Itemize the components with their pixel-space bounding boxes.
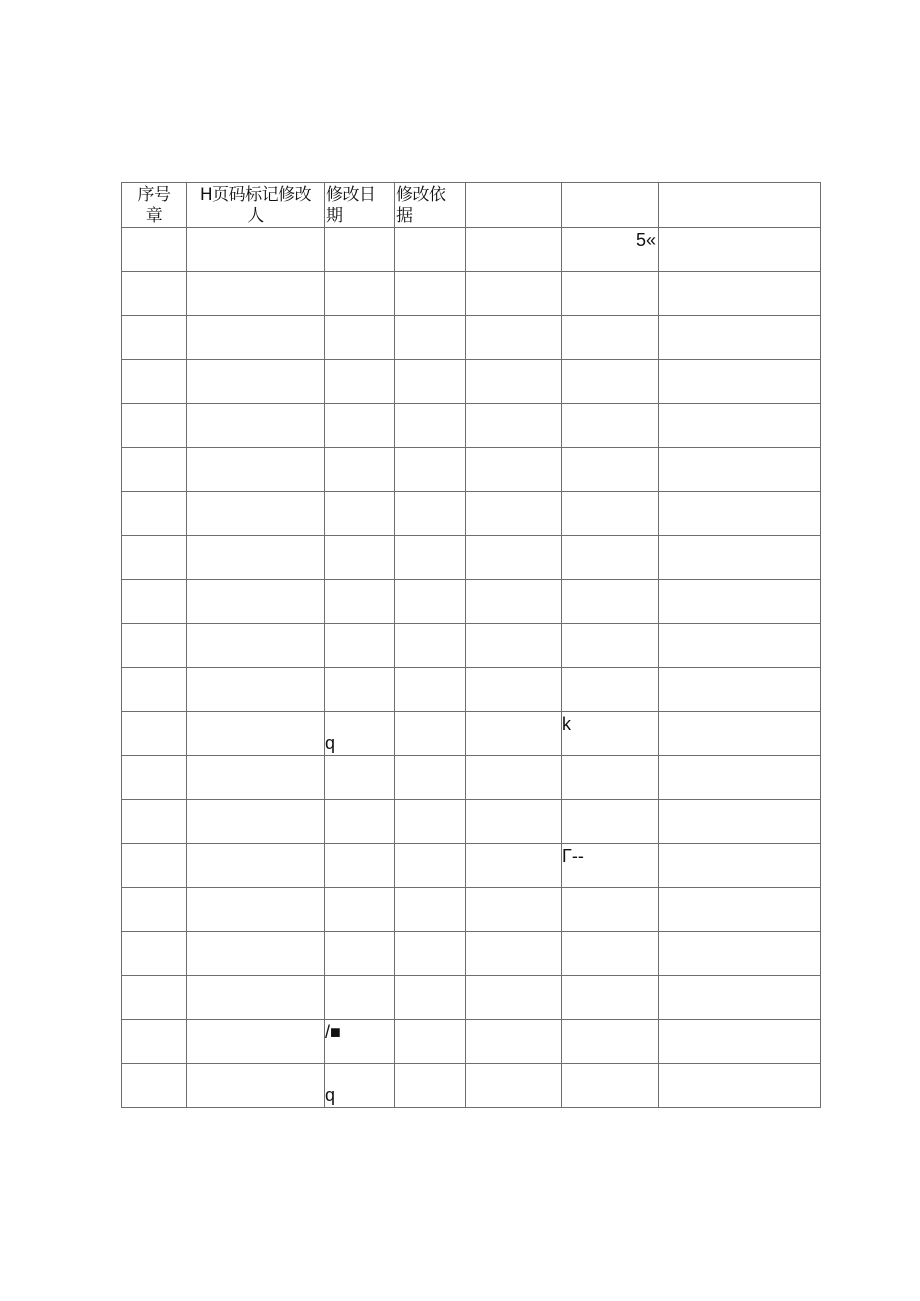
table-cell (325, 580, 395, 624)
table-cell (562, 1020, 659, 1064)
table-cell (122, 932, 187, 976)
table-cell (325, 976, 395, 1020)
table-cell (187, 1064, 325, 1108)
table-cell (395, 580, 466, 624)
table-cell (562, 668, 659, 712)
table-cell (122, 844, 187, 888)
table-cell (659, 1064, 821, 1108)
table-cell (395, 492, 466, 536)
table-row (122, 360, 821, 404)
table-cell (562, 1064, 659, 1108)
table-cell (659, 316, 821, 360)
table-row (122, 272, 821, 316)
table-cell (187, 800, 325, 844)
table-cell (122, 756, 187, 800)
table-row (122, 1020, 821, 1064)
table-cell (187, 316, 325, 360)
table-row (122, 888, 821, 932)
table-cell (466, 844, 562, 888)
table-cell (395, 360, 466, 404)
table-row (122, 976, 821, 1020)
table-cell (395, 448, 466, 492)
table-cell (325, 624, 395, 668)
table-cell (325, 844, 395, 888)
table-cell (395, 888, 466, 932)
header-cell-blank-7 (659, 183, 821, 228)
table-cell (122, 888, 187, 932)
table-cell (466, 668, 562, 712)
table-cell (122, 272, 187, 316)
table-cell (122, 536, 187, 580)
table-cell (395, 712, 466, 756)
table-cell (122, 668, 187, 712)
table-cell (466, 932, 562, 976)
table-cell (325, 492, 395, 536)
table-cell (395, 1064, 466, 1108)
table-cell (562, 448, 659, 492)
table-cell (325, 800, 395, 844)
table-cell (122, 800, 187, 844)
table-cell (325, 448, 395, 492)
table-cell (122, 976, 187, 1020)
table-cell (187, 492, 325, 536)
table-row (122, 492, 821, 536)
cell-mark: k (562, 714, 571, 734)
table-cell (659, 272, 821, 316)
table-cell (466, 888, 562, 932)
table-cell (325, 1020, 395, 1064)
table-cell (187, 404, 325, 448)
table-cell (466, 800, 562, 844)
table-cell (466, 448, 562, 492)
table-cell (395, 228, 466, 272)
table-cell (187, 580, 325, 624)
table-cell (395, 536, 466, 580)
table-cell (466, 712, 562, 756)
table-row (122, 756, 821, 800)
table-cell (466, 756, 562, 800)
header-label: 修改依 据 (396, 185, 446, 226)
table-cell (466, 976, 562, 1020)
table-cell (187, 1020, 325, 1064)
table-cell (659, 1020, 821, 1064)
table-row (122, 228, 821, 272)
table-cell (562, 272, 659, 316)
table-cell (562, 800, 659, 844)
table-cell (659, 404, 821, 448)
table-row (122, 624, 821, 668)
table-cell (122, 404, 187, 448)
table-cell (187, 888, 325, 932)
table-cell (325, 272, 395, 316)
table-cell (325, 712, 395, 756)
table-cell (395, 668, 466, 712)
table-cell (562, 888, 659, 932)
table-cell (659, 888, 821, 932)
table-cell (562, 536, 659, 580)
table-cell (187, 448, 325, 492)
table-cell (187, 668, 325, 712)
table-cell (187, 272, 325, 316)
table-row (122, 448, 821, 492)
table-cell (122, 712, 187, 756)
table-row (122, 580, 821, 624)
table-cell (562, 756, 659, 800)
table-cell (395, 1020, 466, 1064)
table-cell (187, 756, 325, 800)
table-cell (562, 580, 659, 624)
table-cell (466, 1020, 562, 1064)
table-cell (395, 976, 466, 1020)
table-cell (187, 712, 325, 756)
table-cell (659, 580, 821, 624)
table-cell (562, 228, 659, 272)
table-cell (325, 404, 395, 448)
table-cell (562, 976, 659, 1020)
table-body (122, 183, 821, 1108)
table-cell (466, 360, 562, 404)
table-cell (659, 800, 821, 844)
cell-mark: q (325, 1085, 336, 1105)
table-cell (187, 624, 325, 668)
table-cell (466, 536, 562, 580)
table-cell (466, 404, 562, 448)
cell-mark: 5« (635, 230, 656, 250)
table-row (122, 536, 821, 580)
table-cell (325, 668, 395, 712)
table-cell (659, 228, 821, 272)
table-cell (122, 492, 187, 536)
table-cell (325, 228, 395, 272)
table-row (122, 800, 821, 844)
table-cell (122, 624, 187, 668)
table-cell (659, 360, 821, 404)
table-cell (187, 536, 325, 580)
table-cell (122, 316, 187, 360)
table-cell (325, 932, 395, 976)
cell-mark: /■ (325, 1022, 341, 1042)
table-cell (562, 316, 659, 360)
table-cell (659, 624, 821, 668)
table-cell (122, 580, 187, 624)
table-cell (187, 932, 325, 976)
table-cell (466, 1064, 562, 1108)
table-cell (562, 624, 659, 668)
header-label: 序号 章 (137, 185, 171, 226)
header-cell-modify-basis (395, 183, 466, 228)
table-cell (562, 932, 659, 976)
table-cell (659, 536, 821, 580)
table-row (122, 932, 821, 976)
table-cell (187, 360, 325, 404)
header-cell-modify-date (325, 183, 395, 228)
header-cell-blank-6 (562, 183, 659, 228)
table-cell (187, 228, 325, 272)
header-label: 修改日 期 (326, 185, 376, 226)
table-cell (659, 712, 821, 756)
table-row (122, 316, 821, 360)
table-cell (466, 272, 562, 316)
table-cell (659, 756, 821, 800)
table-row (122, 1064, 821, 1108)
table-cell (466, 316, 562, 360)
revision-record-table (121, 182, 821, 1108)
table-row (122, 844, 821, 888)
table-cell (122, 360, 187, 404)
table-cell (466, 228, 562, 272)
table-cell (395, 756, 466, 800)
table-cell (187, 976, 325, 1020)
table-cell (395, 624, 466, 668)
table-cell (395, 800, 466, 844)
table-cell (122, 228, 187, 272)
table-cell (395, 932, 466, 976)
table-cell (562, 712, 659, 756)
table-cell (562, 360, 659, 404)
table-cell (187, 844, 325, 888)
table-cell (466, 624, 562, 668)
cell-mark: Γ-- (562, 846, 584, 866)
header-cell-seq-chapter (122, 183, 187, 228)
table-cell (562, 844, 659, 888)
table-cell (395, 844, 466, 888)
table-cell (659, 492, 821, 536)
table-cell (562, 404, 659, 448)
table-cell (325, 888, 395, 932)
table-cell (325, 360, 395, 404)
table-cell (395, 272, 466, 316)
table-row (122, 668, 821, 712)
table-cell (562, 492, 659, 536)
table-cell (659, 448, 821, 492)
table-cell (122, 1064, 187, 1108)
table-cell (659, 932, 821, 976)
table-cell (659, 668, 821, 712)
table-cell (395, 316, 466, 360)
table-cell (395, 404, 466, 448)
header-cell-page-mark-modifier (187, 183, 325, 228)
header-cell-blank-5 (466, 183, 562, 228)
table-row (122, 404, 821, 448)
cell-mark: q (325, 733, 336, 753)
table-row (122, 712, 821, 756)
table-cell (122, 1020, 187, 1064)
header-label: H页码标记修改 人 (199, 185, 312, 226)
table-cell (325, 1064, 395, 1108)
table-header-row (122, 183, 821, 228)
table-cell (466, 580, 562, 624)
table-cell (325, 316, 395, 360)
table-cell (659, 976, 821, 1020)
table-cell (325, 756, 395, 800)
table-cell (466, 492, 562, 536)
table-cell (122, 448, 187, 492)
table-cell (325, 536, 395, 580)
table-cell (659, 844, 821, 888)
